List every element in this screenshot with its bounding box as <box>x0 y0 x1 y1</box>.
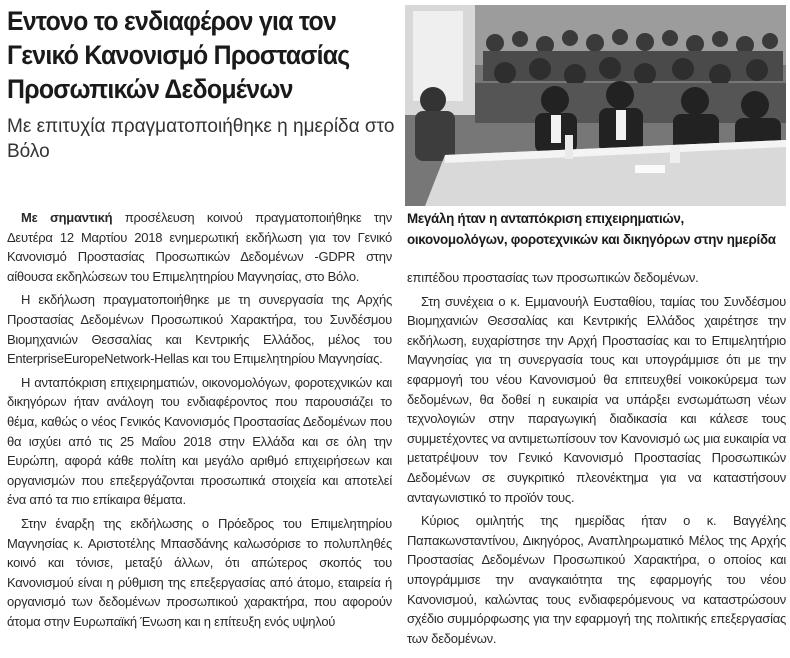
paragraph-7: Κύριος ομιλητής της ημερίδας ήταν ο κ. Βαγγέλης Παπακωνσταντίνου, Δικηγόρος, Αναπληρωματικό Μέλος της Αρχής Προστασίας Δεδομένων Προσωπικού Χαρακτήρα, ο οποίος και υπογράμμισε την αναγκαιότητα της εφαρμογής του νέου Κανονισμού, καλώντας τους ενδιαφερόμενους να καταστρώσουν σχέδιο συμμόρφωσης για την εφαρμογή της πολιτικής επεξεργασίας των δεδομένων. <box>407 513 786 646</box>
photo-caption: Μεγάλη ήταν η ανταπόκριση επιχειρηματιών, οικονομολόγων, φοροτεχνικών και δικηγόρων στην ημερίδα <box>407 211 776 247</box>
paragraph-5: επιπέδου προστασίας των προσωπικών δεδομένων. <box>407 270 699 285</box>
lead-paragraph <box>7 208 392 286</box>
paragraph-2: Η εκδήλωση πραγματοποιήθηκε με τη συνεργασία της Αρχής Προστασίας Δεδομένων Προσωπικού Χαρακτήρα, του Συνδέσμου Βιομηχανιών Θεσσαλίας και Κεντρικής Ελλάδος, μέλος του EnterpriseEuropeNetwork-Hellas και του Επιμελητηρίου Μαγνησίας. <box>7 292 392 367</box>
right-body-text <box>407 268 786 652</box>
audience-photo-illustration <box>405 5 786 206</box>
left-body-text <box>7 208 392 635</box>
event-photo <box>405 5 786 206</box>
lead-bold-text: Με σημαντική <box>21 210 113 225</box>
article-headline: Εντονο το ενδιαφέρον για τον Γενικό Κανονισμό Προστασίας Προσωπικών Δεδομένων <box>7 6 350 104</box>
lead-text: προσέλευση κοινού πραγματοποιήθηκε την Δευτέρα 12 Μαρτίου 2018 ενημερωτική εκδήλωση για τον Γενικό Κανονισμό Προστασίας Προσωπικών Δεδομένων -GDPR στην αίθουσα εκδηλώσεων του Επιμελητηρίου Μαγνησίας, στο Βόλο. <box>7 210 392 284</box>
left-column <box>5 0 395 629</box>
article-subhead: Με επιτυχία πραγματοποιήθηκε η ημερίδα στο Βόλο <box>7 116 395 162</box>
paragraph-3: Η ανταπόκριση επιχειρηματιών, οικονομολόγων, φοροτεχνικών και δικηγόρων ήταν ανάλογη του ενδιαφέροντος που παρουσιάζει το θέμα, καθώς ο νέος Γενικός Κανονισμός Προστασίας Δεδομένων που θα ισχύει από τις 25 Μαΐου 2018 στην Ελλάδα και σε όλη την Ευρώπη, αφορά κάθε πολίτη και μεγάλο αριθμό επιχειρήσεων και οργανισμών που επεξεργάζονται προσωπικά στοιχεία και αποτελεί ένα από τα πιο επίκαιρα θέματα. <box>7 374 392 508</box>
paragraph-4: Στην έναρξη της εκδήλωσης ο Πρόεδρος του Επιμελητηρίου Μαγνησίας κ. Αριστοτέλης Μπασδάνης καλωσόρισε το πολυπληθές κοινό και τόνισε, μεταξύ άλλων, ότι απώτερος σκοπός του Κανονισμού είναι η ρύθμιση της επεξεργασίας από άτομο, εταιρεία ή οργανισμό των δεδομένων προσωπικού χαρακτήρα, που αφορούν άτομα στην Ευρωπαϊκή Ένωση και η επίτευξη ενός υψηλού <box>7 515 392 629</box>
paragraph-6: Στη συνέχεια ο κ. Εμμανουήλ Ευσταθίου, ταμίας του Συνδέσμου Βιομηχανιών Θεσσαλίας και Κεντρικής Ελλάδος χαιρέτησε την εκδήλωση, ευχαρίστησε την Αρχή Προστασίας και το Επιμελητήριο Μαγνησίας για τη συνεργασία τους και υπογράμμισε ότι με την εφαρμογή του νέου Κανονισμού θα επιτευχθεί νοικοκύρεμα των δεδομένων, θα δοθεί η ευκαιρία να υπάρξει ενσωμάτωση νέων τεχνολογιών στην παραγωγική διαδικασία και κάλεσε τους συμμετέχοντες να αντιμετωπίσουν τον Κανονισμό ως μια ευκαιρία να μετατρέψουν τον Γενικό Κανονισμό Προστασίας Προσωπικών Δεδομένων σε συγκριτικό πλεονέκτημα για να καταστήσουν ανταγωνιστικό το προϊόν τους. <box>407 293 786 505</box>
